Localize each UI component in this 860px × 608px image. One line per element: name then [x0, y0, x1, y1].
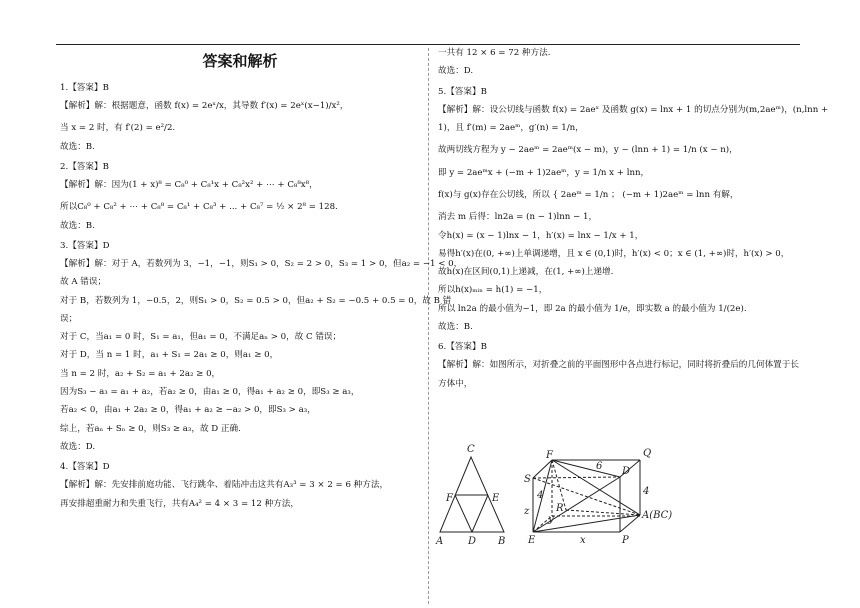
answer-1-header: 1.【答案】B	[60, 83, 109, 93]
column-divider	[428, 48, 429, 604]
box-label: E	[528, 535, 536, 546]
answer-4-header: 4.【答案】D	[60, 462, 110, 473]
answer-5-line: 令h(x) = (x − 1)lnx − 1，h′(x) = lnx − 1/x + 1，	[438, 230, 644, 241]
answer-5-choice: 故选：B.	[438, 322, 473, 333]
answer-4-line: 【解析】解：先安排前庭功能、飞行跳伞、着陆冲击这共有A₃³ = 3 × 2 = 6 种方法，	[60, 480, 389, 491]
box-label: A(BC)	[642, 510, 673, 521]
answer-3-line: 因为S₃ − a₃ = a₁ + a₂，若a₂ ≥ 0，由a₁ ≥ 0，得a₁ + a₂ ≥ 0，即S₃ ≥ a₃，	[60, 387, 360, 398]
edge-label: z	[524, 506, 530, 517]
edge-label: 6	[596, 461, 603, 472]
top-rule	[56, 44, 800, 45]
answer-5-line: 故两切线方程为 y − 2aeᵐ = 2aeᵐ(x − m)，y − (lnn + 1) = 1/n (x − n)，	[438, 145, 738, 156]
box-label: P	[622, 535, 629, 546]
box-label: R	[556, 503, 564, 514]
answer-3-line: 对于 C，当a₁ = 0 时，S₁ = a₁，但a₁ = 0，不满足aₙ > 0，故 C 错误；	[60, 332, 342, 343]
answer-4-line: 再安排超重耐力和失重飞行，共有A₄² = 4 × 3 = 12 种方法，	[60, 498, 299, 509]
answer-5-line: 所以h(x)ₘᵢₙ = h(1) = −1，	[438, 285, 548, 296]
answer-5-header: 5.【答案】B	[438, 86, 487, 97]
box-label: S	[524, 474, 531, 485]
answer-2-line: 【解析】解：因为(1 + x)⁸ = C₈⁰ + C₈¹x + C₈²x² + ⋯ + C₈⁸x⁸，	[60, 179, 318, 190]
answer-1-choice: 故选：B.	[60, 141, 95, 152]
triangle-label: F	[446, 493, 453, 504]
answer-5-line: 1)，且 f′(m) = 2aeᵐ，g′(n) = 1/n，	[438, 122, 584, 133]
answer-5-line: 即 y = 2aeᵐx + (−m + 1)2aeᵐ，y = 1/n x + lnn，	[438, 167, 650, 178]
answer-5-line: 消去 m 后得：ln2a = (n − 1)lnn − 1，	[438, 212, 598, 223]
answer-1-line: 【解析】解：根据题意，函数 f(x) = 2eˣ/x，其导数 f′(x) = 2eˣ(x−1)/x²，	[60, 101, 349, 111]
folded-triangle-diagram	[440, 457, 504, 532]
answer-6-line: 方体中，	[438, 378, 473, 389]
answer-3-line: 对于 D，当 n = 1 时，a₁ + S₁ = 2a₁ ≥ 0，则a₁ ≥ 0，	[60, 350, 279, 361]
answer-3-line: 综上，若aₙ + Sₙ ≥ 0，则S₃ ≥ a₃，故 D 正确.	[60, 423, 241, 434]
rectangular-box-diagram	[533, 460, 640, 532]
page-title: 答案和解析	[202, 52, 278, 70]
answer-4-line: 一共有 12 × 6 = 72 种方法.	[438, 48, 551, 58]
answer-5-line: f(x)与 g(x)存在公切线，所以 { 2aeᵐ = 1/n ； (−m + 1)2aeᵐ = lnn 有解，	[438, 189, 739, 200]
answer-3-line: 当 n = 2 时，a₂ + S₂ = a₁ + 2a₂ ≥ 0，	[60, 368, 221, 379]
edge-label: y	[548, 514, 554, 525]
answer-3-line: 【解析】解：对于 A，若数列为 3，−1，−1，则S₁ > 0，S₂ = 2 > 0，S₃ = 1 > 0，但a₂ = −1 < 0，	[60, 258, 463, 269]
triangle-label: C	[467, 444, 475, 455]
answer-3-line: 误；	[60, 313, 78, 324]
edge-label: 4	[537, 490, 544, 501]
box-label: F	[546, 450, 553, 461]
answer-2-header: 2.【答案】B	[60, 161, 109, 172]
answer-6-header: 6.【答案】B	[438, 342, 487, 353]
right-column	[438, 48, 829, 389]
box-label: D	[622, 466, 631, 477]
answer-3-line: 若a₂ < 0，由a₁ + 2a₂ ≥ 0，得a₁ + a₂ ≥ −a₂ > 0，即S₃ > a₃，	[60, 405, 316, 416]
answer-5-line: 易得h′(x)在(0, +∞)上单调递增，且 x ∈ (0,1)时，h′(x) < 0；x ∈ (1, +∞)时，h′(x) > 0，	[438, 248, 790, 259]
answer-3-header: 3.【答案】D	[60, 240, 110, 251]
answer-2-line: 所以C₈⁰ + C₈² + ⋯ + C₈⁸ = C₈¹ + C₈³ + ... + C₈⁷ = ½ × 2⁸ = 128.	[60, 202, 338, 213]
edge-label: 4	[643, 486, 650, 497]
triangle-label: B	[498, 536, 506, 547]
box-label: Q	[643, 448, 652, 459]
answer-5-line: 故h(x)在区间(0,1)上递减，在(1, +∞)上递增.	[438, 267, 614, 278]
answer-1-line: 当 x = 2 时，有 f′(2) = e²/2.	[60, 123, 176, 134]
answer-3-choice: 故选：D.	[60, 442, 96, 452]
triangle-label: A	[436, 536, 444, 547]
answer-2-choice: 故选：B.	[60, 220, 95, 231]
triangle-label: E	[492, 493, 500, 504]
triangle-label: D	[468, 536, 477, 547]
answer-4-choice: 故选：D.	[438, 66, 474, 77]
answer-3-line: 故 A 错误；	[60, 277, 107, 288]
edge-label: x	[580, 535, 586, 546]
answer-5-line: 所以 ln2a 的最小值为−1，即 2a 的最小值为 1/e，即实数 a 的最小值为 1/(2e).	[438, 303, 747, 314]
answer-6-line: 【解析】解：如图所示，对折叠之前的平面图形中各点进行标记，同时将折叠后的几何体置于长	[438, 360, 799, 371]
answer-5-line: 【解析】解：设公切线与函数 f(x) = 2aeˣ 及函数 g(x) = lnx + 1 的切点分别为(m,2aeᵐ)，(n,lnn +	[438, 104, 829, 115]
answer-3-line: 对于 B，若数列为 1，−0.5，2，则S₁ > 0，S₂ = 0.5 > 0，但a₂ + S₂ = −0.5 + 0.5 = 0，故 B 错	[60, 295, 452, 306]
